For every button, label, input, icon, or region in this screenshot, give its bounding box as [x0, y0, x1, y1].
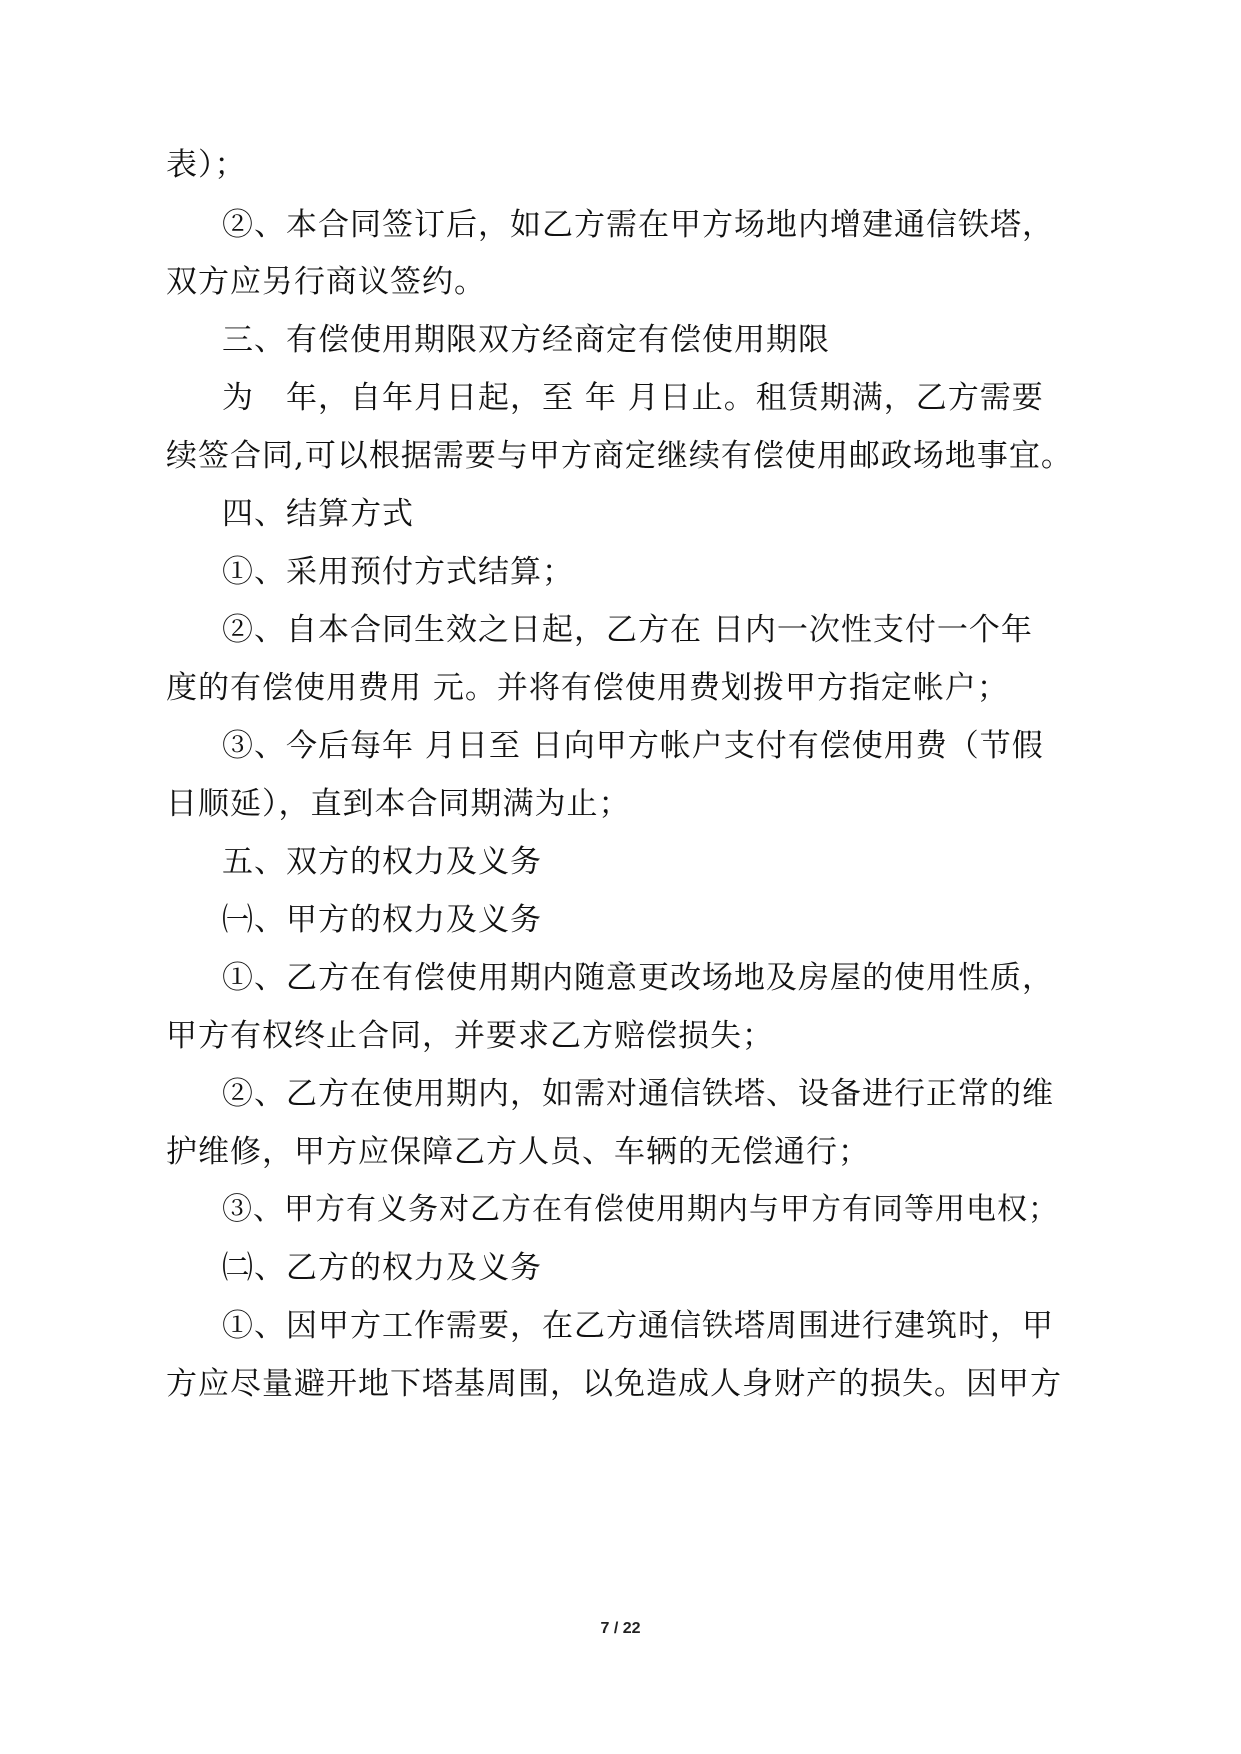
text-line: ㈡、乙方的权力及义务 — [222, 1250, 542, 1286]
text-line: 方应尽量避开地下塔基周围，以免造成人身财产的损失。因甲方 — [166, 1366, 1062, 1402]
text-line: 三、有偿使用期限双方经商定有偿使用期限 — [222, 322, 830, 358]
text-line: ③、今后每年 月日至 日向甲方帐户支付有偿使用费（节假 — [222, 728, 1044, 764]
text-line: ②、自本合同生效之日起，乙方在 日内一次性支付一个年 — [222, 612, 1033, 648]
text-line: 双方应另行商议签约。 — [166, 264, 486, 300]
text-line: 为 年，自年月日起，至 年 月日止。租赁期满，乙方需要 — [222, 380, 1044, 416]
text-line: ③、甲方有义务对乙方在有偿使用期内与甲方有同等用电权； — [222, 1192, 1059, 1227]
text-line: 续签合同,可以根据需要与甲方商定继续有偿使用邮政场地事宜。 — [166, 438, 1073, 474]
text-line: 甲方有权终止合同，并要求乙方赔偿损失； — [166, 1018, 774, 1054]
text-line: ①、因甲方工作需要，在乙方通信铁塔周围进行建筑时，甲 — [222, 1308, 1054, 1344]
text-line: 表）； — [166, 147, 247, 183]
text-line: ①、乙方在有偿使用期内随意更改场地及房屋的使用性质， — [222, 960, 1054, 996]
text-line: 四、结算方式 — [222, 496, 414, 532]
page-number: 7 / 22 — [600, 1620, 641, 1637]
text-line: ②、本合同签订后，如乙方需在甲方场地内增建通信铁塔， — [222, 207, 1054, 243]
text-line: 度的有偿使用费用 元。并将有偿使用费划拨甲方指定帐户； — [166, 670, 1009, 706]
text-line: 五、双方的权力及义务 — [222, 844, 542, 880]
text-line: ㈠、甲方的权力及义务 — [222, 902, 542, 938]
text-line: ②、乙方在使用期内，如需对通信铁塔、设备进行正常的维 — [222, 1076, 1054, 1112]
text-line: ①、采用预付方式结算； — [222, 554, 574, 590]
text-line: 护维修，甲方应保障乙方人员、车辆的无偿通行； — [166, 1134, 870, 1170]
text-line: 日顺延），直到本合同期满为止； — [166, 786, 631, 822]
